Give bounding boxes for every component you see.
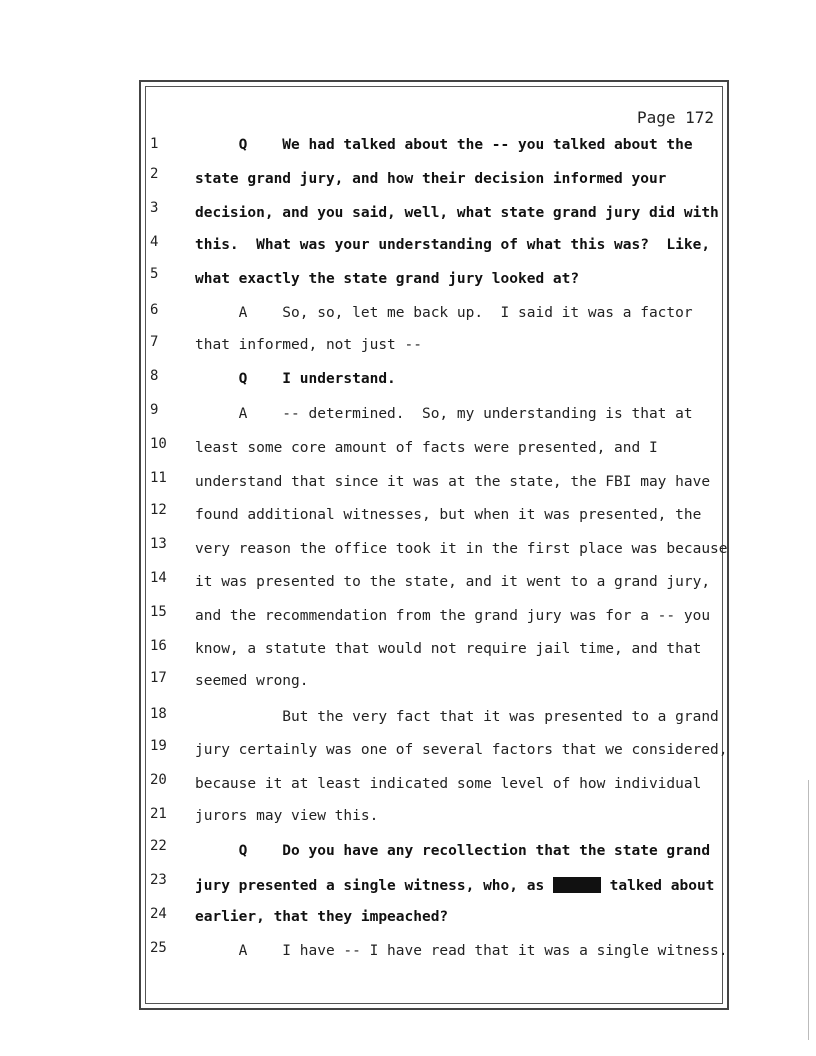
line-number: 19 xyxy=(150,738,167,754)
redaction-block xyxy=(553,877,601,893)
line-number: 10 xyxy=(150,436,167,452)
line-number: 13 xyxy=(150,536,167,552)
line-number: 1 xyxy=(150,136,159,152)
transcript-line: jury certainly was one of several factors that we considered, xyxy=(195,742,728,758)
line-number: 3 xyxy=(150,200,159,216)
line-number: 5 xyxy=(150,266,159,282)
transcript-line: know, a statute that would not require jail time, and that xyxy=(195,641,702,657)
line-number: 14 xyxy=(150,570,167,586)
transcript-line: found additional witnesses, but when it was presented, the xyxy=(195,507,702,523)
transcript-line: because it at least indicated some level of how individual xyxy=(195,776,702,792)
line-number: 21 xyxy=(150,806,167,822)
line-number: 25 xyxy=(150,940,167,956)
line-number: 16 xyxy=(150,638,167,654)
line-number: 12 xyxy=(150,502,167,518)
transcript-line: it was presented to the state, and it went to a grand jury, xyxy=(195,574,711,590)
transcript-line: that informed, not just -- xyxy=(195,337,422,353)
transcript-line: jurors may view this. xyxy=(195,808,379,824)
transcript-line: A So, so, let me back up. I said it was a factor xyxy=(195,305,693,321)
transcript-line: state grand jury, and how their decision informed your xyxy=(195,171,667,187)
line-number: 24 xyxy=(150,906,167,922)
line-number: 22 xyxy=(150,838,167,854)
line-number: 2 xyxy=(150,166,159,182)
transcript-line-redacted xyxy=(195,877,714,894)
transcript-line: Q I understand. xyxy=(195,371,396,387)
transcript-text-segment: jury presented a single witness, who, as xyxy=(195,878,553,894)
line-number: 15 xyxy=(150,604,167,620)
transcript-line: what exactly the state grand jury looked at? xyxy=(195,271,580,287)
transcript-line: very reason the office took it in the first place was because xyxy=(195,541,728,557)
transcript-line: least some core amount of facts were presented, and I xyxy=(195,440,658,456)
transcript-line: understand that since it was at the state, the FBI may have xyxy=(195,474,711,490)
line-number: 7 xyxy=(150,334,159,350)
transcript-line: seemed wrong. xyxy=(195,673,309,689)
transcript-line: But the very fact that it was presented to a grand xyxy=(195,709,719,725)
transcript-line: this. What was your understanding of what this was? Like, xyxy=(195,237,711,253)
line-number: 11 xyxy=(150,470,167,486)
line-number: 20 xyxy=(150,772,167,788)
line-number: 6 xyxy=(150,302,159,318)
transcript-line: decision, and you said, well, what state grand jury did with xyxy=(195,205,719,221)
line-number: 23 xyxy=(150,872,167,888)
transcript-text-segment: talked about xyxy=(600,878,715,894)
page-number: Page 172 xyxy=(636,108,714,127)
scan-edge-line xyxy=(808,780,809,1040)
transcript-line: earlier, that they impeached? xyxy=(195,909,449,925)
transcript-line: Q We had talked about the -- you talked about the xyxy=(195,137,693,153)
line-number: 8 xyxy=(150,368,159,384)
line-number: 4 xyxy=(150,234,159,250)
line-number: 17 xyxy=(150,670,167,686)
transcript-line: and the recommendation from the grand jury was for a -- you xyxy=(195,608,711,624)
line-number: 18 xyxy=(150,706,167,722)
transcript-line: A I have -- I have read that it was a single witness. xyxy=(195,943,728,959)
transcript-line: Q Do you have any recollection that the state grand xyxy=(195,843,711,859)
transcript-line: A -- determined. So, my understanding is that at xyxy=(195,406,693,422)
line-number: 9 xyxy=(150,402,159,418)
